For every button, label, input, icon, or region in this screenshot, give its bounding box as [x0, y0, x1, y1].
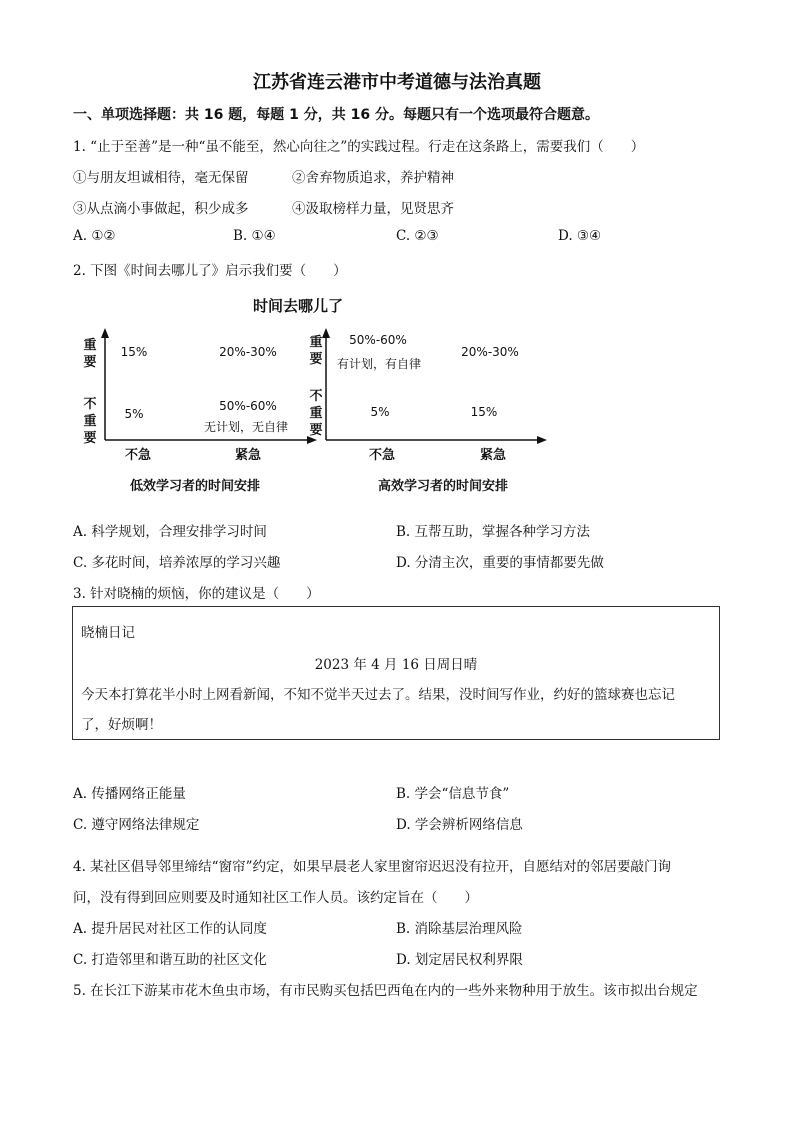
svg-text:重: 重: [83, 338, 97, 353]
right-cell-important-urgent: 20%-30%: [461, 345, 519, 359]
svg-text:重: 重: [309, 335, 323, 350]
svg-text:重: 重: [83, 414, 97, 429]
right-x-label-not-urgent: 不急: [368, 448, 396, 463]
diary-date: 2023 年 4 月 16 日周日晴: [314, 657, 478, 673]
page-title: 江苏省连云港市中考道德与法治真题: [253, 72, 541, 93]
left-y-label-not-important: [83, 396, 96, 446]
svg-text:要: 要: [83, 431, 97, 446]
q5-stem: 5. 在长江下游某市花木鱼虫市场，有市民购买包括巴西龟在内的一些外来物种用于放生。该市拟出台规定: [73, 983, 698, 999]
q3-option-c[interactable]: C. 遵守网络法律规定: [73, 817, 200, 833]
svg-text:重: 重: [309, 406, 323, 421]
right-cell-note: 有计划，有自律: [336, 357, 422, 371]
left-x-label-urgent: 紧急: [234, 448, 262, 463]
right-x-label-urgent: 紧急: [479, 448, 507, 463]
svg-text:不: 不: [309, 389, 323, 404]
diary-title: 晓楠日记: [81, 625, 135, 641]
left-cell-important-urgent: 20%-30%: [219, 345, 277, 359]
right-y-label-important: [309, 334, 322, 367]
right-y-label-not-important: [309, 388, 322, 438]
q3-stem: 3. 针对晓楠的烦恼，你的建议是（ ）: [73, 586, 320, 602]
right-cell-not-important-not-urgent: 5%: [370, 405, 390, 419]
q1-option-a[interactable]: A. ①②: [73, 228, 116, 244]
right-x-arrow: [537, 436, 547, 444]
svg-text:要: 要: [83, 355, 97, 370]
chart-title: 时间去哪儿了: [252, 297, 344, 315]
q4-stem-line-1: 4. 某社区倡导邻里缔结“窗帘”约定，如果早晨老人家里窗帘迟迟没有拉开，自愿结对的邻居要敲门询: [73, 859, 671, 875]
q1-option-d[interactable]: D. ③④: [558, 228, 602, 244]
q3-option-b[interactable]: B. 学会“信息节食”: [396, 786, 510, 802]
q1-stem: 1. “止于至善”是一种“虽不能至，然心向往之”的实践过程。行走在这条路上，需要我们（ ）: [73, 139, 645, 155]
left-panel-caption: 低效学习者的时间安排: [129, 479, 261, 494]
svg-text:要: 要: [309, 352, 323, 367]
right-panel-caption: 高效学习者的时间安排: [377, 479, 509, 494]
q4-option-a[interactable]: A. 提升居民对社区工作的认同度: [73, 921, 267, 937]
left-cell-not-important-urgent: 50%-60%: [219, 399, 277, 413]
q4-option-c[interactable]: C. 打造邻里和谐互助的社区文化: [73, 952, 267, 968]
time-chart: [70, 290, 560, 505]
left-y-arrow: [101, 328, 109, 338]
q2-option-a[interactable]: A. 科学规划，合理安排学习时间: [73, 524, 267, 540]
left-cell-not-important-not-urgent: 5%: [124, 407, 144, 421]
q4-option-d[interactable]: D. 划定居民权利界限: [396, 952, 523, 968]
q2-stem: 2. 下图《时间去哪儿了》启示我们要（ ）: [73, 263, 347, 279]
q2-option-d[interactable]: D. 分清主次，重要的事情都要先做: [396, 555, 604, 571]
q1-item-4: ④汲取榜样力量，见贤思齐: [292, 201, 454, 217]
right-y-arrow: [322, 328, 330, 338]
diary-line-1: 今天本打算花半小时上网看新闻，不知不觉半天过去了。结果，没时间写作业，约好的篮球赛也忘记: [81, 687, 675, 703]
q1-item-3: ③从点滴小事做起，积少成多: [73, 201, 249, 217]
left-y-label-important: [83, 337, 96, 370]
left-cell-important-not-urgent: 15%: [120, 345, 148, 359]
q1-item-2: ②舍弃物质追求，养护精神: [292, 170, 454, 186]
left-cell-note: 无计划，无自律: [203, 420, 289, 434]
svg-text:不: 不: [83, 397, 97, 412]
section-heading: 一、单项选择题：共 16 题，每题 1 分，共 16 分。每题只有一个选项最符合题意。: [73, 107, 599, 123]
svg-text:要: 要: [309, 423, 323, 438]
q2-option-c[interactable]: C. 多花时间，培养浓厚的学习兴趣: [73, 555, 281, 571]
q3-option-d[interactable]: D. 学会辨析网络信息: [396, 817, 523, 833]
q1-option-b[interactable]: B. ①④: [233, 228, 276, 244]
q4-option-b[interactable]: B. 消除基层治理风险: [396, 921, 523, 937]
right-cell-important-not-urgent: 50%-60%: [349, 333, 407, 347]
left-x-label-not-urgent: 不急: [124, 448, 152, 463]
q3-option-a[interactable]: A. 传播网络正能量: [73, 786, 186, 802]
diary-box: [72, 606, 720, 740]
q1-item-1: ①与朋友坦诚相待，毫无保留: [73, 170, 249, 186]
right-cell-not-important-urgent: 15%: [470, 405, 498, 419]
q2-option-b[interactable]: B. 互帮互助，掌握各种学习方法: [396, 524, 591, 540]
q4-stem-line-2: 问，没有得到回应则要及时通知社区工作人员。该约定旨在（ ）: [73, 890, 478, 906]
q1-option-c[interactable]: C. ②③: [396, 228, 439, 244]
diary-line-2: 了，好烦啊！: [81, 717, 162, 733]
